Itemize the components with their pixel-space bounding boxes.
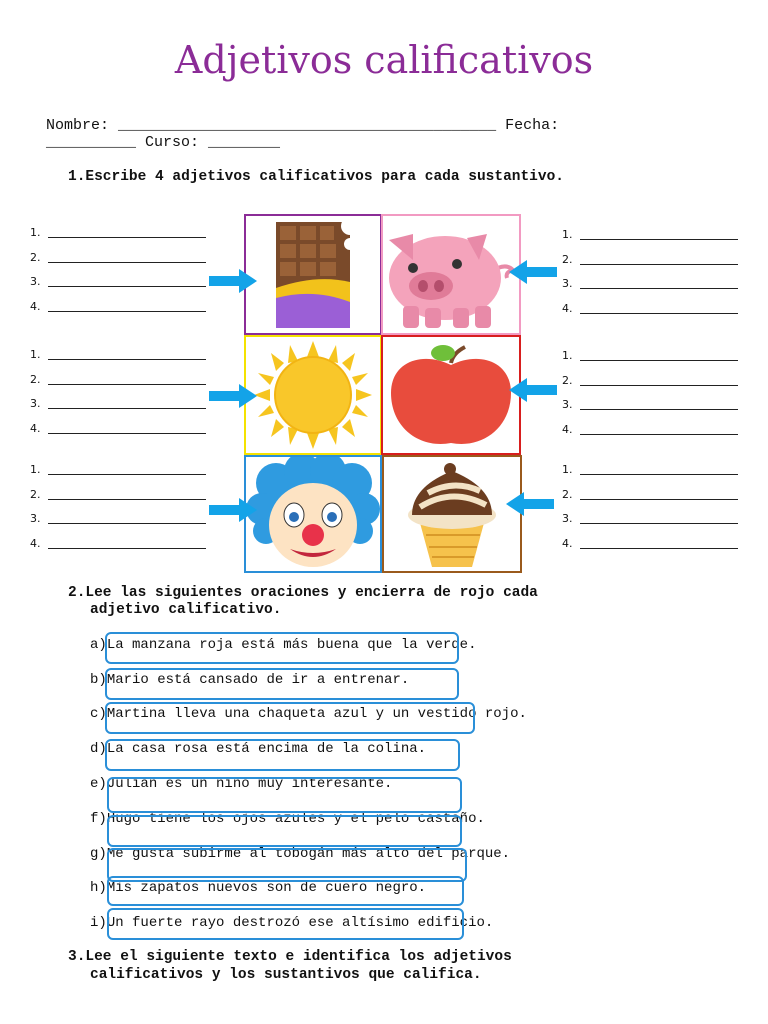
- line-number: 3.: [30, 397, 41, 410]
- answer-line[interactable]: [48, 226, 206, 238]
- sentence-box: [107, 876, 464, 906]
- sentence-box: [107, 815, 462, 847]
- chocolate-bar-icon: [246, 216, 380, 333]
- answer-line[interactable]: [48, 397, 206, 409]
- blank-lines-sun: [30, 348, 206, 446]
- sentence-letter: h: [90, 880, 99, 896]
- sentence-f: f)Hugo tiene los ojos azules y el pelo castaño.: [90, 811, 485, 827]
- apple-icon: [383, 337, 519, 453]
- answer-line[interactable]: [580, 537, 738, 549]
- sentence-c: c)Martina lleva una chaqueta azul y un vestido rojo.: [90, 706, 527, 722]
- answer-line[interactable]: [48, 300, 206, 312]
- name-date-line: Nombre: __________________________________________ Fecha:: [46, 117, 560, 134]
- clown-picture: [244, 455, 382, 573]
- line-number: 4.: [30, 421, 41, 435]
- answer-line[interactable]: [580, 277, 738, 289]
- answer-line[interactable]: [48, 537, 206, 549]
- answer-line[interactable]: [580, 423, 738, 435]
- sentence-d: d)La casa rosa está encima de la colina.: [90, 741, 427, 757]
- sentence-letter: a: [90, 637, 99, 653]
- section-3-line1: Lee el siguiente texto e identifica los adjetivos: [85, 949, 512, 965]
- blank-lines-ice-cream: [562, 463, 738, 561]
- sentence-box: [107, 908, 464, 940]
- blank-lines-clown: [30, 463, 206, 561]
- sentence-text: Mis zapatos nuevos son de cuero negro.: [106, 880, 427, 896]
- sentence-letter: b: [90, 672, 99, 688]
- answer-line[interactable]: [48, 512, 206, 524]
- answer-line[interactable]: [580, 349, 738, 361]
- line-number: 3.: [30, 512, 41, 525]
- sentence-text: Hugo tiene los ojos azules y el pelo castaño.: [106, 811, 485, 827]
- page-title: Adjetivos calificativos: [174, 38, 594, 82]
- line-number: 1.: [562, 228, 573, 241]
- line-number: 2.: [30, 250, 41, 264]
- line-number: 2.: [562, 487, 573, 501]
- sentence-box: [105, 739, 460, 771]
- sentence-box: [105, 702, 475, 734]
- sentence-letter: f: [90, 811, 99, 827]
- chocolate-bar-picture: [244, 214, 382, 335]
- pig-picture: [381, 214, 521, 335]
- section-1-text: Escribe 4 adjetivos calificativos para cada sustantivo.: [85, 169, 564, 185]
- sentence-a: a)La manzana roja está más buena que la verde.: [90, 637, 477, 653]
- arrow-left-icon: [509, 378, 557, 402]
- line-number: 2.: [30, 372, 41, 386]
- answer-line[interactable]: [580, 398, 738, 410]
- sentence-letter: c: [90, 706, 99, 722]
- answer-line[interactable]: [48, 422, 206, 434]
- arrow-right-icon: [209, 384, 257, 408]
- clown-icon: [246, 457, 380, 571]
- sentence-text: Julián es un niño muy interesante.: [106, 776, 393, 792]
- arrow-left-icon: [506, 492, 554, 516]
- section-1-heading: [68, 169, 564, 185]
- sentence-box: [105, 632, 459, 664]
- section-3-heading: [68, 949, 512, 965]
- answer-line[interactable]: [580, 253, 738, 265]
- course-line: __________ Curso: ________: [46, 134, 281, 151]
- line-number: 1.: [30, 348, 41, 361]
- sentence-h: h)Mis zapatos nuevos son de cuero negro.: [90, 880, 427, 896]
- line-number: 4.: [562, 422, 573, 436]
- section-2-line1: Lee las siguientes oraciones y encierra de rojo cada: [85, 585, 538, 601]
- section-3-heading-line2: calificativos y los sustantivos que califica.: [90, 967, 482, 983]
- sentence-box: [107, 777, 462, 813]
- answer-line[interactable]: [48, 275, 206, 287]
- line-number: 3.: [562, 512, 573, 525]
- pig-icon: [383, 216, 519, 333]
- blank-lines-apple: [562, 349, 738, 447]
- arrow-left-icon: [509, 260, 557, 284]
- sentence-letter: d: [90, 741, 99, 757]
- ice-cream-icon: [384, 457, 520, 571]
- sentence-text: Mario está cansado de ir a entrenar.: [106, 672, 410, 688]
- answer-line[interactable]: [580, 302, 738, 314]
- ice-cream-picture: [382, 455, 522, 573]
- sentence-g: g)Me gusta subirme al tobogán más alto del parque.: [90, 846, 511, 862]
- section-1-number: 1.: [68, 169, 86, 185]
- line-number: 4.: [30, 536, 41, 550]
- blank-lines-chocolate: [30, 226, 206, 324]
- sentence-text: La manzana roja está más buena que la verde.: [106, 637, 477, 653]
- line-number: 4.: [30, 299, 41, 313]
- sentence-text: La casa rosa está encima de la colina.: [106, 741, 427, 757]
- sentence-b: b)Mario está cansado de ir a entrenar.: [90, 672, 410, 688]
- line-number: 3.: [562, 398, 573, 411]
- sentence-letter: i: [90, 915, 99, 931]
- sentence-letter: e: [90, 776, 99, 792]
- sentence-box: [105, 668, 459, 700]
- line-number: 4.: [562, 301, 573, 315]
- answer-line[interactable]: [580, 463, 738, 475]
- line-number: 2.: [562, 252, 573, 266]
- answer-line[interactable]: [48, 348, 206, 360]
- line-number: 2.: [30, 487, 41, 501]
- sun-picture: [244, 335, 382, 455]
- sentence-letter: g: [90, 846, 99, 862]
- arrow-right-icon: [209, 498, 257, 522]
- answer-line[interactable]: [580, 374, 738, 386]
- sentence-text: Un fuerte rayo destrozó ese altísimo edificio.: [106, 915, 494, 931]
- answer-line[interactable]: [580, 228, 738, 240]
- answer-line[interactable]: [580, 488, 738, 500]
- sentence-e: e)Julián es un niño muy interesante.: [90, 776, 393, 792]
- arrow-right-icon: [209, 269, 257, 293]
- section-3-number: 3.: [68, 949, 86, 965]
- sentence-text: Martina lleva una chaqueta azul y un vestido rojo.: [106, 706, 527, 722]
- answer-line[interactable]: [48, 373, 206, 385]
- section-2-heading-line2: adjetivo calificativo.: [90, 602, 282, 618]
- answer-line[interactable]: [48, 251, 206, 263]
- line-number: 2.: [562, 373, 573, 387]
- answer-line[interactable]: [48, 463, 206, 475]
- answer-line[interactable]: [580, 512, 738, 524]
- line-number: 1.: [30, 463, 41, 476]
- answer-line[interactable]: [48, 488, 206, 500]
- section-2-heading: [68, 585, 538, 601]
- line-number: 3.: [562, 277, 573, 290]
- line-number: 4.: [562, 536, 573, 550]
- line-number: 1.: [562, 463, 573, 476]
- apple-picture: [381, 335, 521, 455]
- sentence-i: i)Un fuerte rayo destrozó ese altísimo edificio.: [90, 915, 494, 931]
- section-2-number: 2.: [68, 585, 86, 601]
- sun-icon: [246, 337, 380, 453]
- blank-lines-pig: [562, 228, 738, 326]
- line-number: 1.: [30, 226, 41, 239]
- sentence-text: Me gusta subirme al tobogán más alto del parque.: [106, 846, 511, 862]
- line-number: 3.: [30, 275, 41, 288]
- line-number: 1.: [562, 349, 573, 362]
